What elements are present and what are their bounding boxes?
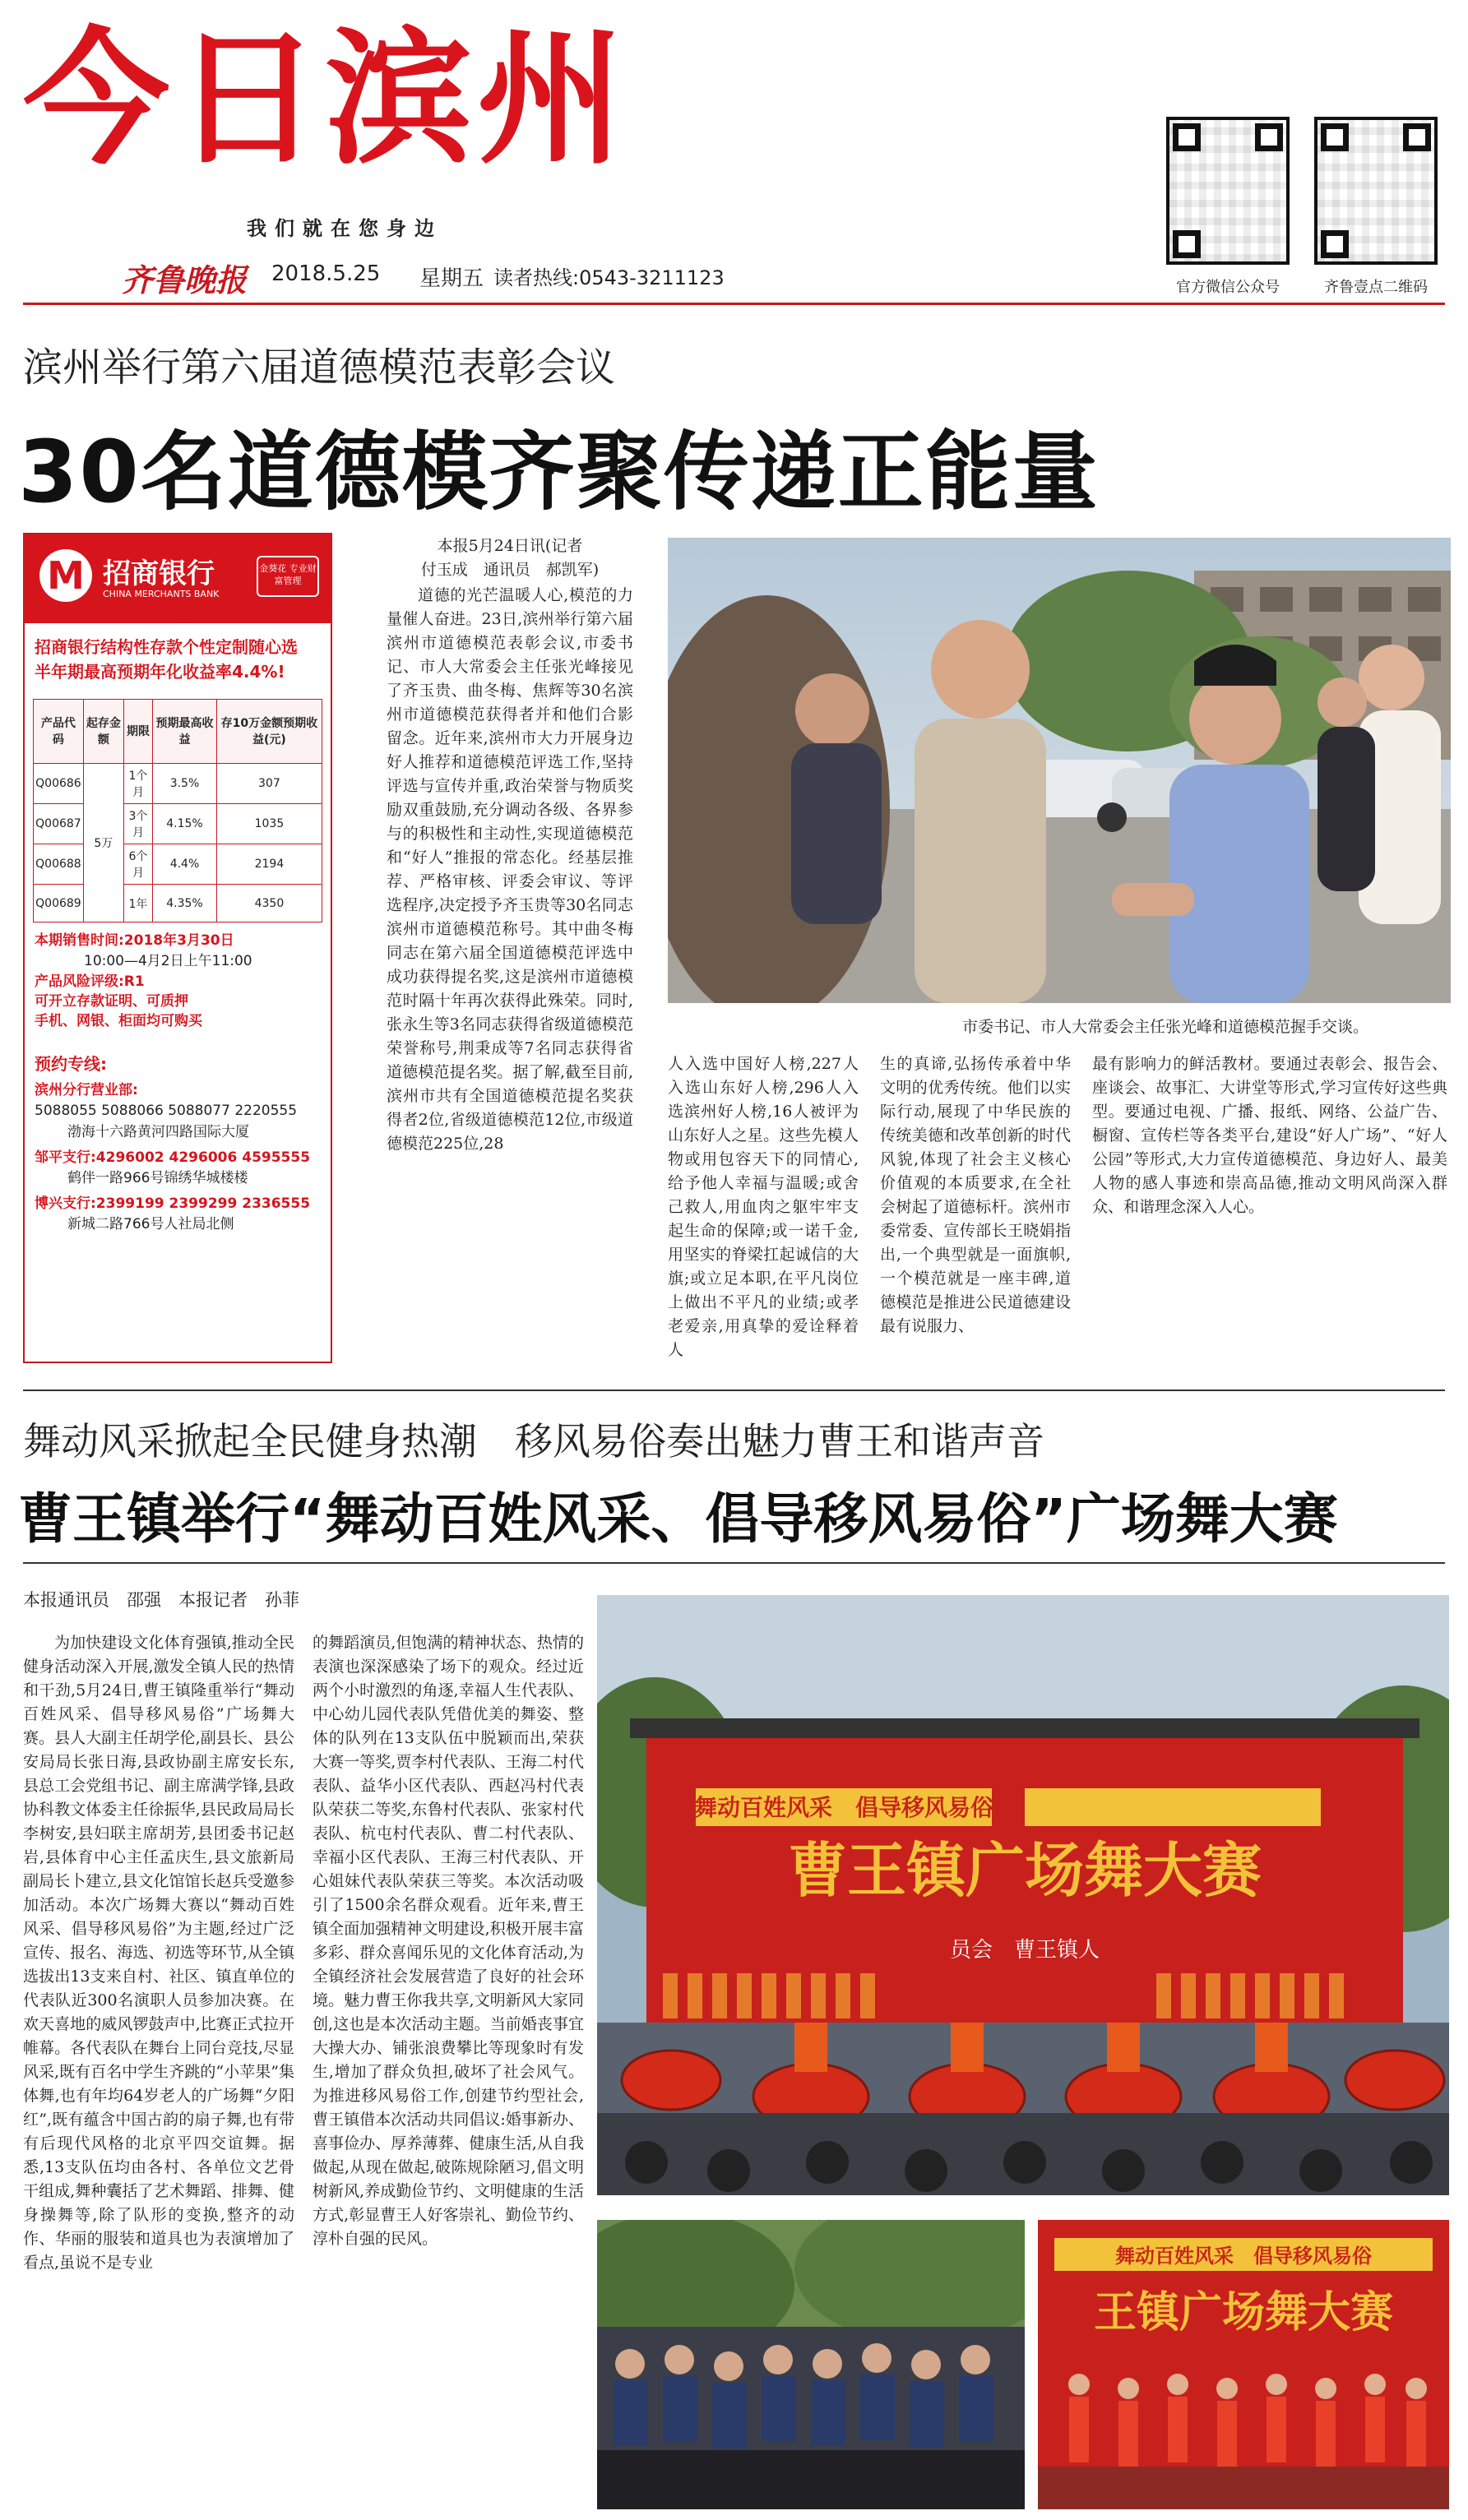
section-divider <box>23 1562 1445 1564</box>
ad-contacts <box>35 1054 324 1235</box>
handshake-photo-illustration <box>668 538 1451 1003</box>
wechat-qr-code-icon[interactable] <box>1166 117 1290 265</box>
table-cell: 4350 <box>216 885 322 922</box>
story1-byline-line: 付玉成 通讯员 郝凯军) <box>420 561 600 579</box>
ad-sale-info <box>35 931 324 1031</box>
ad-branch-address: 鹤伴一路966号锦绣华城楼楼 <box>67 1170 248 1186</box>
table-row <box>34 764 322 804</box>
story1-column-4: 最有影响力的鲜活教材。要通过表彰会、报告会、座谈会、故事汇、大讲堂等形式,学习宣传好这些典型。要通过电视、广播、报纸、网络、公益广告、橱窗、宣传栏等各类平台,建设“好人广场”、“好人公园”等形式,大力宣传道德模范、身边好人、最美人物的感人事迹和崇高品德,推动文明风尚深入群众、和谐理念深入人心。 <box>1092 1055 1447 1216</box>
story1-photo[interactable] <box>668 538 1451 1003</box>
ad-branch-address: 新城二路766号人社局北侧 <box>67 1216 234 1232</box>
table-cell: 1年 <box>123 885 152 922</box>
story1-byline-line: 本报5月24日讯(记者 <box>437 537 583 555</box>
ad-header <box>25 534 331 623</box>
small-banner-line2: 王镇广场舞大赛 <box>1093 2288 1394 2337</box>
ad-bank-name: 招商银行 <box>103 557 215 590</box>
table-row <box>34 885 322 922</box>
story1-headline: 30名道德模齐聚传递正能量 <box>18 422 1100 522</box>
ad-promo-line: 半年期最高预期年化收益率4.4%! <box>35 662 285 682</box>
stage-photo-illustration <box>597 1595 1449 2195</box>
ad-branch-address: 渤海十六路黄河四路国际大厦 <box>67 1124 249 1140</box>
qilu-app-qr-code-icon[interactable] <box>1314 117 1438 265</box>
audience-photo-illustration <box>597 2220 1025 2509</box>
ad-branch: 滨州分行营业部: <box>35 1082 138 1098</box>
story2-dancers-photo[interactable] <box>1038 2220 1449 2509</box>
ad-feature: 手机、网银、柜面均可购买 <box>35 1013 202 1029</box>
publication-date: 2018.5.25 <box>271 261 381 286</box>
story1-photo-caption: 市委书记、市人大常委会主任张光峰和道德模范握手交谈。 <box>962 1018 1369 1036</box>
ad-sale-time: 本期销售时间:2018年3月30日 <box>35 932 234 949</box>
bank-logo-icon: M <box>39 549 92 602</box>
ad-feature: 可开立存款证明、可质押 <box>35 993 188 1010</box>
table-cell: 5万 <box>83 764 123 922</box>
table-cell: 4.4% <box>153 844 217 885</box>
table-header: 产品代码 <box>34 700 84 764</box>
story1-column-2: 人入选中国好人榜,227人入选山东好人榜,296人入选滨州好人榜,16人被评为山东好人之星。这些先模人物或用包容天下的同情心,给予他人幸福与温暖;或舍己救人,用血肉之躯牢牢支起生命的保障;或一诺千金,用坚实的脊梁扛起诚信的大旗;或立足本职,在平凡岗位上做出不平凡的业绩;或孝老爱亲,用真挚的爱诠释着人 <box>668 1055 859 1359</box>
qilu-qr-label: 齐鲁壹点二维码 <box>1324 279 1428 296</box>
story2-headline: 曹王镇举行“舞动百姓风采、倡导移风易俗”广场舞大赛 <box>18 1487 1338 1551</box>
table-cell: 4.35% <box>153 885 217 922</box>
table-cell: 3.5% <box>153 764 217 804</box>
ad-hotline-label: 预约专线: <box>35 1054 107 1074</box>
small-banner-line1: 舞动百姓风采 倡导移风易俗 <box>1115 2245 1372 2268</box>
wechat-qr-label: 官方微信公众号 <box>1176 279 1280 296</box>
table-cell: 2194 <box>216 844 322 885</box>
ad-bank-name-en: CHINA MERCHANTS BANK <box>103 589 220 599</box>
ad-rate-table <box>33 699 322 922</box>
ad-branch: 博兴支行:2399199 2399299 2336555 <box>35 1195 311 1212</box>
ad-badge: 金葵花 专业财富管理 <box>257 556 319 597</box>
table-cell: Q00687 <box>34 804 84 844</box>
table-header: 存10万金额预期收益(元) <box>216 700 322 764</box>
publication-weekday: 星期五 <box>419 266 484 291</box>
masthead-brand: 齐鲁晚报 <box>122 261 248 298</box>
table-header: 预期最高收益 <box>153 700 217 764</box>
bank-advertisement[interactable] <box>23 533 332 1363</box>
table-row <box>34 804 322 844</box>
ad-branch: 邹平支行:4296002 4296006 4595555 <box>35 1149 311 1166</box>
ad-promo-line: 招商银行结构性存款个性定制随心选 <box>35 637 298 657</box>
masthead-divider <box>23 303 1445 305</box>
table-cell: Q00689 <box>34 885 84 922</box>
masthead-slogan: 我们就在您身边 <box>247 217 442 240</box>
story2-byline: 本报通讯员 邵强 本报记者 孙菲 <box>23 1590 299 1610</box>
table-header: 期限 <box>123 700 152 764</box>
table-cell: Q00686 <box>34 764 84 804</box>
story2-main-photo[interactable] <box>597 1595 1449 2195</box>
story1-column-1: 道德的光芒温暖人心,模范的力量催人奋进。23日,滨州举行第六届滨州市道德模范表彰会议,市委书记、市人大常委会主任张光峰接见了齐玉贵、曲冬梅、焦辉等30名滨州市道德模范获得者并和他们合影留念。近年来,滨州市大力开展身边好人推荐和道德模范评选工作,坚持评选与宣传并重,政治荣誉与物质奖励双重鼓励,充分调动各级、各界参与的积极性和主动性,实现道德模范和“好人”推报的常态化。经基层推荐、严格审核、评委会审议、等评选程序,决定授予齐玉贵等30名同志滨州市道德模范称号。其中曲冬梅同志在第六届全国道德模范评选中成功获得提名奖,这是滨州市道德模范时隔十年再次获得此殊荣。同时,张永生等3名同志获得省级道德模范荣誉称号,荆秉成等7名同志获得省道德模范提名奖。据了解,截至目前,滨州市共有全国道德模范提名奖获得者2位,省级道德模范12位,市级道德模范225位,28 <box>387 586 633 1153</box>
story1-kicker: 滨州举行第六届道德模范表彰会议 <box>23 344 616 391</box>
table-cell: 1个月 <box>123 764 152 804</box>
story2-kicker: 舞动风采掀起全民健身热潮 移风易俗奏出魅力曹王和谐声音 <box>23 1419 1044 1463</box>
table-cell: 6个月 <box>123 844 152 885</box>
story1-column-3: 生的真谛,弘扬传承着中华文明的优秀传统。他们以实际行动,展现了中华民族的传统美德和改革创新的时代风貌,体现了社会主义核心价值观的本质要求,在全社会树起了道德标杆。滨州市委常委、宣传部长王晓娟指出,一个典型就是一面旗帜,一个模范就是一座丰碑,道德模范是推进公民道德建设最有说服力、 <box>880 1055 1071 1335</box>
ad-branch-phones: 5088055 5088066 5088077 2220555 <box>35 1103 298 1119</box>
masthead-title: 今日滨州 <box>23 14 628 184</box>
table-cell: 3个月 <box>123 804 152 844</box>
stage-banner-line2: 曹王镇广场舞大赛 <box>787 1836 1262 1905</box>
story1-byline <box>387 534 633 582</box>
dancers-photo-illustration <box>1038 2220 1449 2509</box>
table-row <box>34 844 322 885</box>
story2-audience-photo[interactable] <box>597 2220 1025 2509</box>
table-cell: 307 <box>216 764 322 804</box>
table-cell: 1035 <box>216 804 322 844</box>
story2-column-2: 的舞蹈演员,但饱满的精神状态、热情的表演也深深感染了场下的观众。经过近两个小时激烈的角逐,幸福人生代表队、中心幼儿园代表队凭借优美的舞姿、整体的队列在13支队伍中脱颖而出,荣获大赛一等奖,贾李村代表队、王海二村代表队、益华小区代表队、西赵冯村代表队荣获二等奖,东鲁村代表队、张家村代表队、杭屯村代表队、曹二村代表队、幸福小区代表队、王海三村代表队、开心姐妹代表队荣获三等奖。本次活动吸引了1500余名群众观看。近年来,曹王镇全面加强精神文明建设,积极开展丰富多彩、群众喜闻乐见的文化体育活动,为全镇经济社会发展营造了良好的社会环境。魅力曹王你我共享,文明新风大家同创,这也是本次活动主题。当前婚丧事宜大操大办、铺张浪费攀比等现象时有发生,增加了群众负担,破坏了社会风气。为推进移风易俗工作,创建节约型社会,曹王镇借本次活动共同倡议:婚事新办、喜事俭办、厚养薄葬、健康生活,从自我做起,从现在做起,破陈规除陋习,倡文明树新风,养成勤俭节约、文明健康的生活方式,彰显曹王人好客崇礼、勤俭节约、淳朴自强的民风。 <box>313 1634 584 2248</box>
table-cell: Q00688 <box>34 844 84 885</box>
table-header: 起存金额 <box>83 700 123 764</box>
ad-promo <box>35 635 324 684</box>
table-cell: 4.15% <box>153 804 217 844</box>
reader-hotline: 读者热线:0543-3211123 <box>493 266 725 289</box>
ad-sale-range: 10:00—4月2日上午11:00 <box>84 953 252 969</box>
stage-banner-line1: 舞动百姓风采 倡导移风易俗 <box>693 1794 994 1821</box>
stage-banner-line3: 员会 曹王镇人 <box>949 1938 1100 1963</box>
section-divider <box>23 1389 1445 1391</box>
story2-column-1: 为加快建设文化体育强镇,推动全民健身活动深入开展,激发全镇人民的热情和干劲,5月24日,曹王镇隆重举行“舞动百姓风采、倡导移风易俗”广场舞大赛。县人大副主任胡学伦,副县长、县公安局局长张日海,县政协副主席安长东,县总工会党组书记、副主席满学锋,县政协科教文体委主任徐振华,县民政局局长李树安,县妇联主席胡芳,县团委书记赵岩,县体育中心主任孟庆生,县文旅新局副局长卜建立,县文化馆馆长赵兵受邀参加活动。本次广场舞大赛以“舞动百姓风采、倡导移风易俗”为主题,经过广泛宣传、报名、海选、初选等环节,从全镇选拔出13支来自村、社区、镇直单位的代表队近300名演职人员参加决赛。在欢天喜地的威风锣鼓声中,比赛正式拉开帷幕。各代表队在舞台上同台竞技,尽显风采,既有百名中学生齐跳的“小苹果”集体舞,也有年均64岁老人的广场舞“夕阳红”,既有蕴含中国古韵的扇子舞,也有带有后现代风格的北京平四交谊舞。据悉,13支队伍均由各村、各单位文艺骨干组成,舞种囊括了艺术舞蹈、排舞、健身操舞等,除了队形的变换,整齐的动作、华丽的服装和道具也为表演增加了看点,虽说不是专业 <box>23 1634 294 2272</box>
ad-risk-level: 产品风险评级:R1 <box>35 973 145 990</box>
